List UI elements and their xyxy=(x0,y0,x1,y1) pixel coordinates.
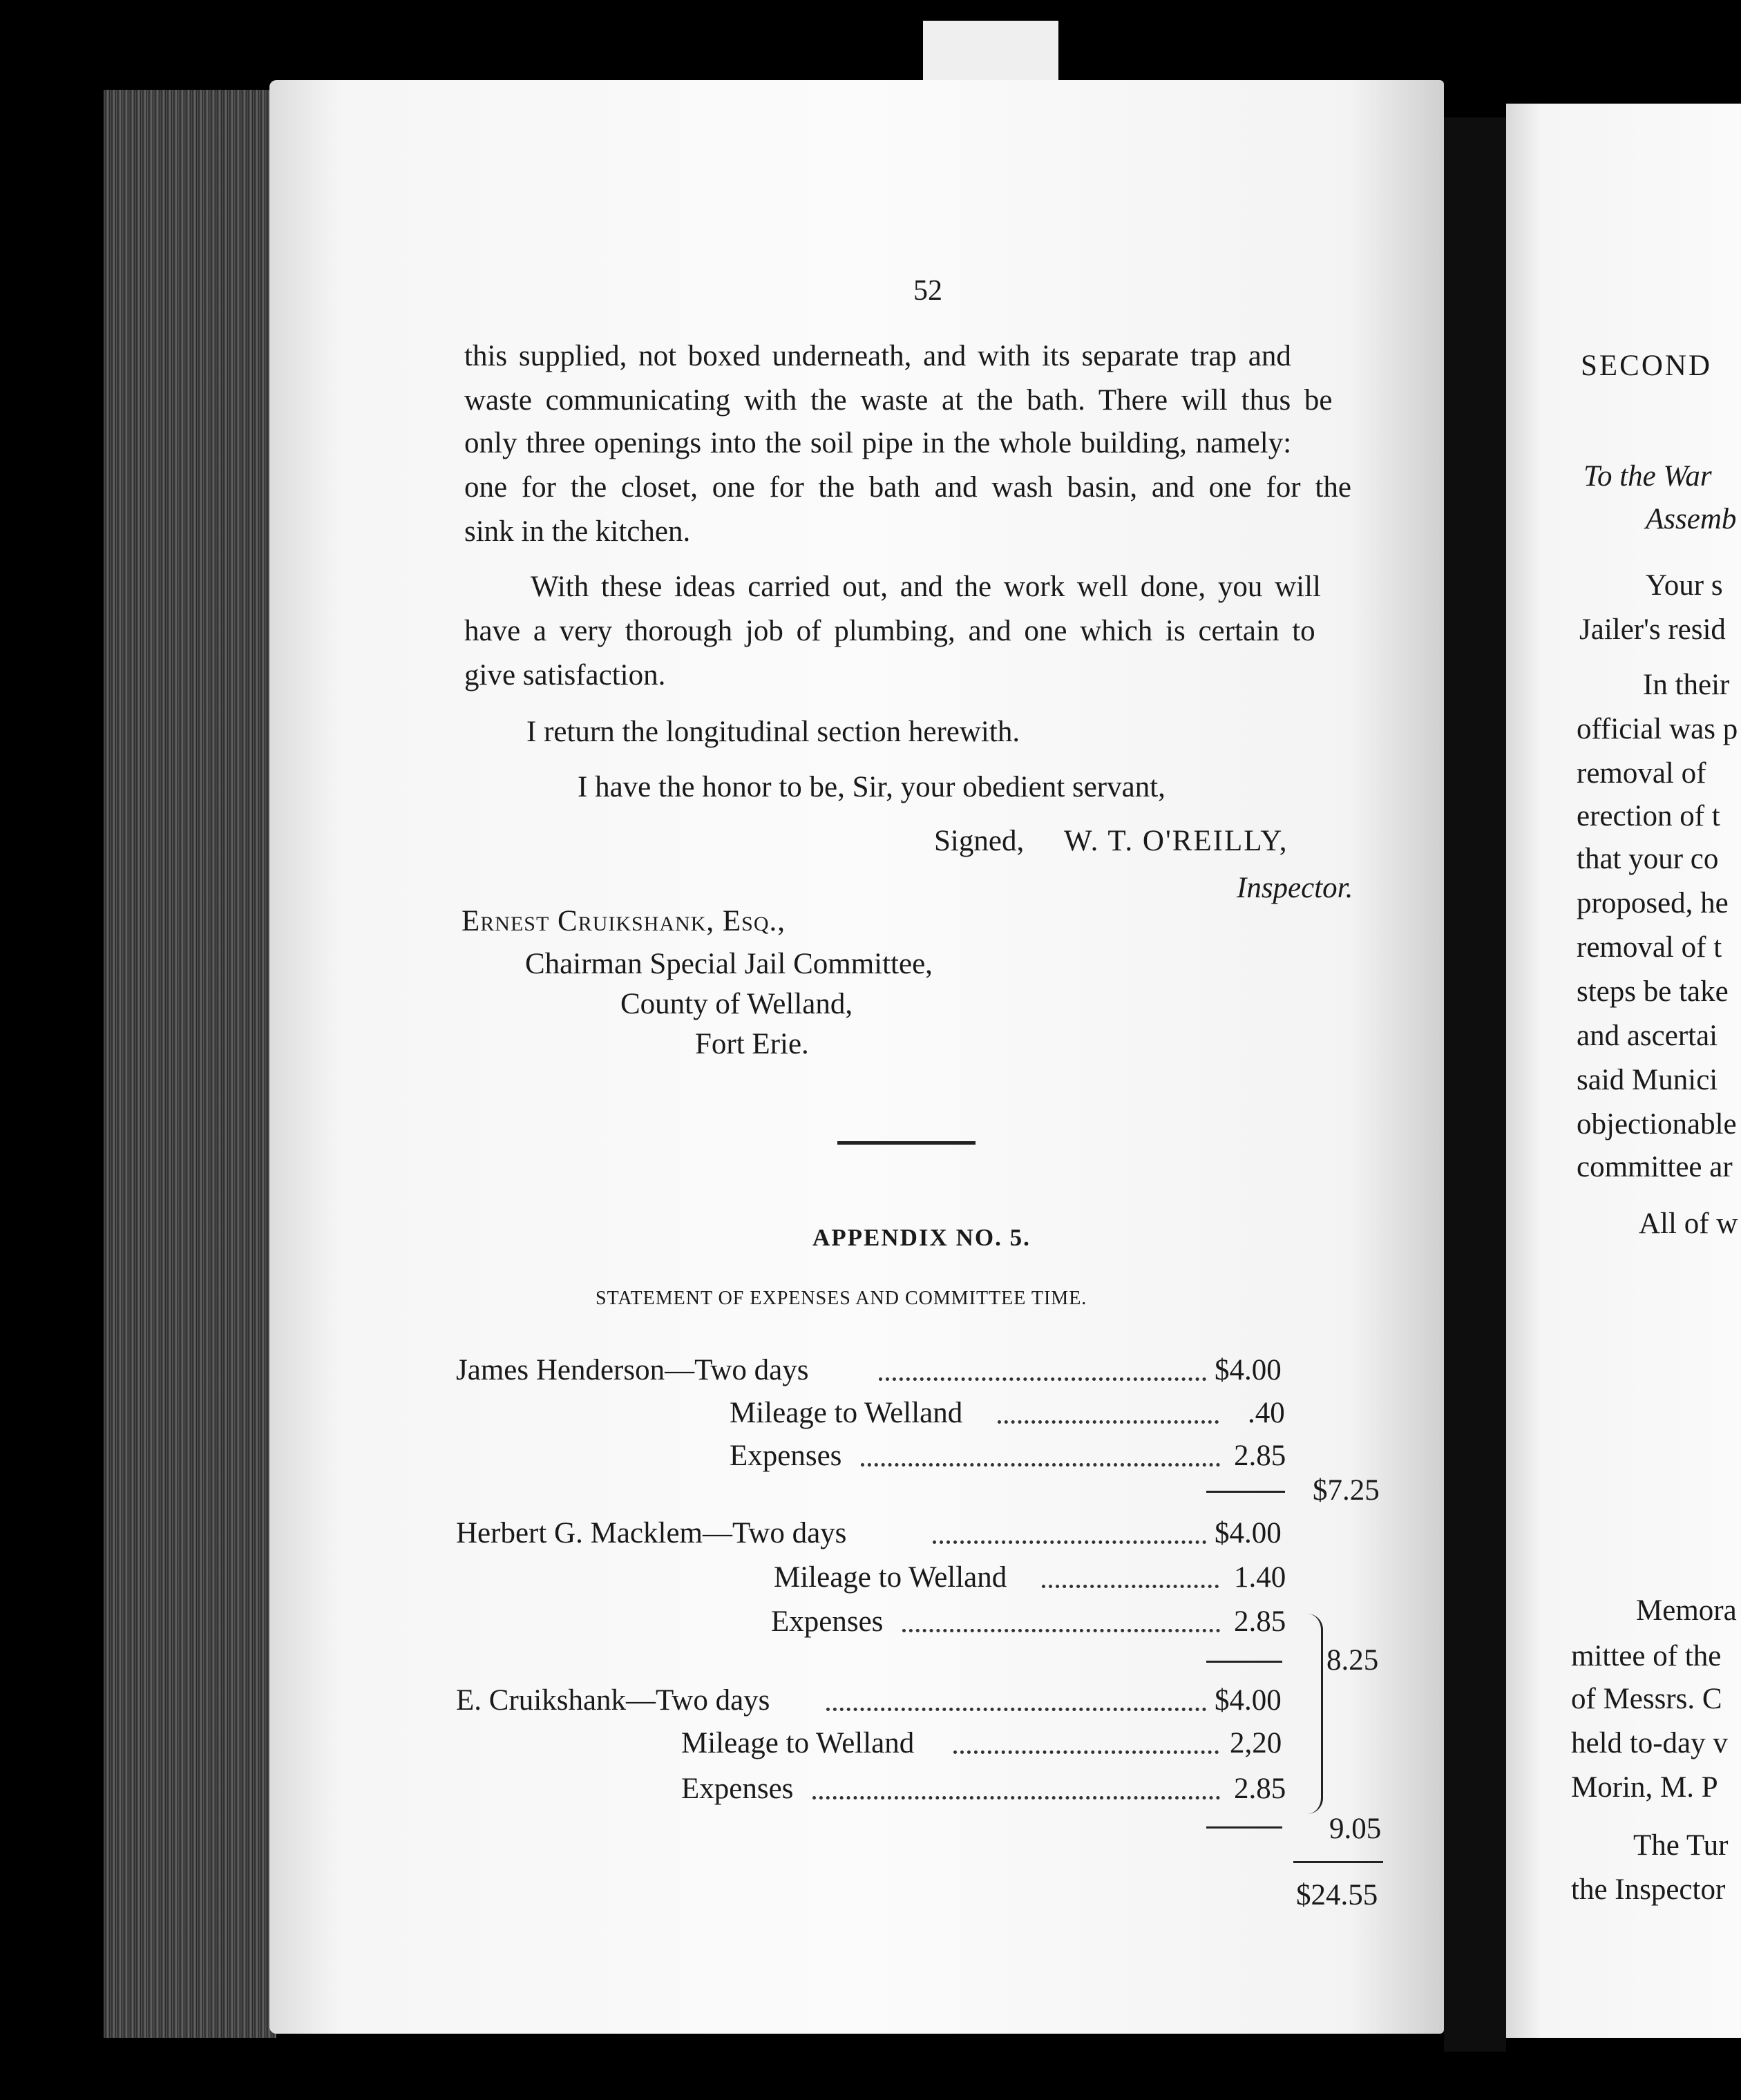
leader-dots xyxy=(879,1377,1206,1381)
expense-item-label: Mileage to Welland xyxy=(681,1727,915,1759)
expense-name: James Henderson—Two days xyxy=(456,1354,809,1386)
body-line: one for the closet, one for the bath and wash basin, and one for the xyxy=(464,471,1351,504)
leader-dots xyxy=(902,1629,1220,1632)
expense-item-amount: 2.85 xyxy=(1234,1605,1286,1638)
expense-item-label: Expenses xyxy=(730,1440,842,1472)
right-body-line: The Tur xyxy=(1633,1829,1729,1862)
expense-item-label: Expenses xyxy=(681,1773,794,1805)
sum-rule xyxy=(1206,1826,1282,1829)
bracket xyxy=(1307,1614,1323,1814)
right-body-line: removal of t xyxy=(1577,931,1722,964)
right-body-line: removal of xyxy=(1577,757,1706,790)
page-number: 52 xyxy=(913,275,942,307)
leader-dots xyxy=(933,1540,1206,1544)
expense-item-label: Mileage to Welland xyxy=(774,1561,1007,1594)
signed-label: Signed, xyxy=(934,825,1025,857)
right-body-line: Jailer's resid xyxy=(1579,613,1726,646)
right-salutation: To the War xyxy=(1583,460,1712,493)
right-body-line: Memora xyxy=(1636,1594,1737,1627)
right-body-line: erection of t xyxy=(1577,800,1720,832)
right-body-line: that your co xyxy=(1577,843,1719,875)
leader-dots xyxy=(826,1708,1206,1711)
right-salutation: Assemb xyxy=(1646,503,1737,535)
right-body-line: the Inspector xyxy=(1571,1873,1726,1906)
body-line: sink in the kitchen. xyxy=(464,515,691,548)
address-line: Fort Erie. xyxy=(695,1028,809,1060)
expense-name: E. Cruikshank—Two days xyxy=(456,1684,770,1717)
appendix-title: APPENDIX NO. 5. xyxy=(812,1224,1031,1251)
address-line: County of Welland, xyxy=(620,988,853,1020)
book-gutter xyxy=(1444,117,1506,2052)
expense-item-label: Expenses xyxy=(771,1605,884,1638)
expense-amount: $4.00 xyxy=(1215,1684,1282,1717)
right-body-line: All of w xyxy=(1639,1208,1738,1240)
leader-dots xyxy=(1042,1585,1219,1588)
right-body-line: objectionable xyxy=(1577,1108,1737,1140)
signer-title: Inspector. xyxy=(1237,872,1353,904)
return-line: I return the longitudinal section herewith. xyxy=(526,716,1020,748)
expense-subtotal: 9.05 xyxy=(1329,1813,1382,1845)
right-body-line: committee ar xyxy=(1577,1151,1733,1183)
book-page-edges xyxy=(104,90,276,2038)
expense-item-amount: 1.40 xyxy=(1234,1561,1286,1594)
right-body-line: said Munici xyxy=(1577,1064,1718,1096)
address-line: Chairman Special Jail Committee, xyxy=(525,948,933,980)
section-divider xyxy=(837,1141,976,1145)
right-body-line: official was p xyxy=(1577,713,1738,745)
right-body-line: steps be take xyxy=(1577,975,1729,1008)
expense-subtotal: 8.25 xyxy=(1326,1644,1379,1677)
total-rule xyxy=(1293,1861,1383,1863)
right-body-line: proposed, he xyxy=(1577,887,1729,919)
expense-subtotal: $7.25 xyxy=(1313,1474,1380,1507)
right-body-line: held to-day v xyxy=(1571,1727,1728,1759)
expense-item-amount: 2.85 xyxy=(1234,1773,1286,1805)
right-body-line: mittee of the xyxy=(1571,1640,1722,1672)
right-body-line: and ascertai xyxy=(1577,1020,1718,1052)
leader-dots xyxy=(861,1463,1220,1467)
right-body-line: Your s xyxy=(1646,569,1723,602)
expense-item-amount: 2.85 xyxy=(1234,1440,1286,1472)
body-line: have a very thorough job of plumbing, and one which is certain to xyxy=(464,615,1315,647)
expense-amount: $4.00 xyxy=(1215,1354,1282,1386)
address-line: Ernest Cruikshank, Esq., xyxy=(462,905,786,937)
sum-rule xyxy=(1206,1491,1285,1493)
leader-dots xyxy=(998,1420,1219,1424)
expense-item-amount: 2,20 xyxy=(1230,1727,1282,1759)
right-body-line: of Messrs. C xyxy=(1571,1683,1722,1715)
expense-item-amount: .40 xyxy=(1248,1397,1285,1429)
leader-dots xyxy=(953,1750,1219,1754)
right-page-heading: SECOND xyxy=(1581,350,1713,382)
body-line: give satisfaction. xyxy=(464,659,666,691)
sum-rule xyxy=(1206,1661,1282,1663)
expense-item-label: Mileage to Welland xyxy=(730,1397,963,1429)
body-line: only three openings into the soil pipe in the whole building, namely: xyxy=(464,427,1292,459)
body-line: this supplied, not boxed underneath, and with its separate trap and xyxy=(464,340,1291,372)
expense-amount: $4.00 xyxy=(1215,1517,1282,1549)
body-line: waste communicating with the waste at the bath. There will thus be xyxy=(464,384,1333,417)
leader-dots xyxy=(812,1796,1220,1800)
right-body-line: In their xyxy=(1643,669,1730,701)
grand-total: $24.55 xyxy=(1296,1879,1378,1911)
right-body-line: Morin, M. P xyxy=(1571,1771,1718,1804)
expense-name: Herbert G. Macklem—Two days xyxy=(456,1517,847,1549)
body-line: With these ideas carried out, and the work well done, you will xyxy=(531,571,1322,603)
closing-line: I have the honor to be, Sir, your obedient servant, xyxy=(578,771,1166,803)
appendix-subtitle: STATEMENT OF EXPENSES AND COMMITTEE TIME. xyxy=(596,1288,1087,1309)
signer-name: W. T. O'REILLY, xyxy=(1064,825,1288,857)
